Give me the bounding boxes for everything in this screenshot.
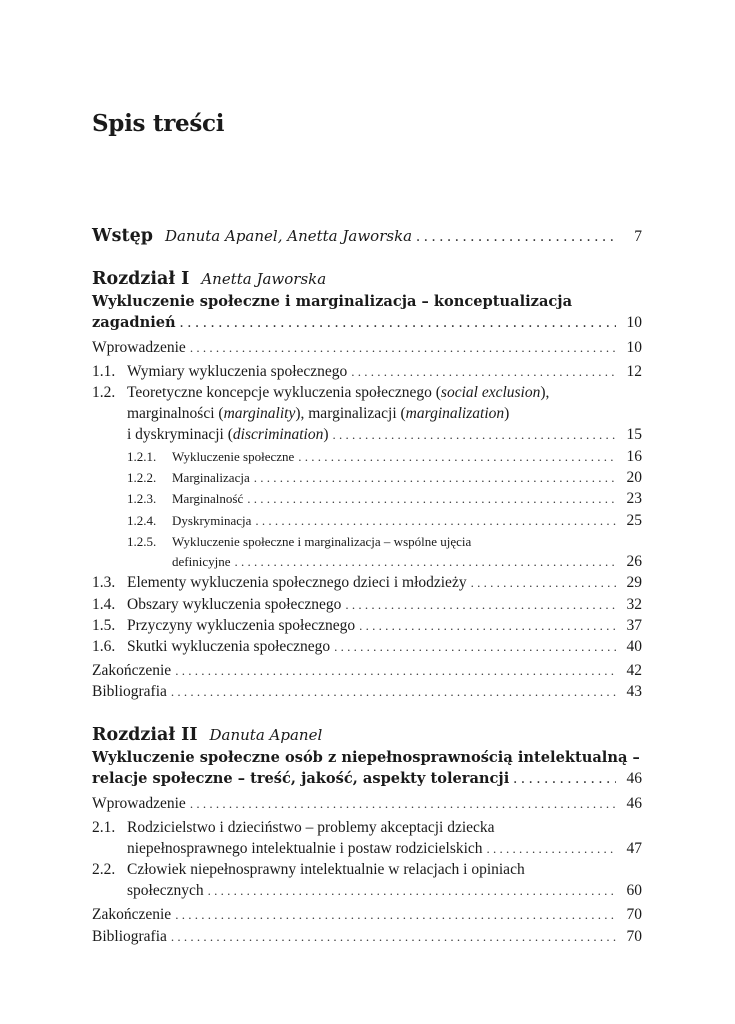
chapter-1-title-line1: Wykluczenie społeczne i marginalizacja – konceptualizacja [92, 293, 573, 310]
section-number: 1.6. [92, 638, 116, 655]
intro-heading: Wstęp [92, 226, 153, 246]
entry-label: Wykluczenie społeczne [172, 449, 295, 464]
section-number: 1.2.4. [127, 513, 157, 528]
section-number: 1.4. [92, 596, 116, 613]
page-number: 37 [626, 617, 642, 634]
entry-label: Skutki wykluczenia społecznego [127, 638, 331, 655]
page-number: 15 [626, 426, 642, 443]
entry-label: Bibliografia [92, 928, 167, 945]
dot-leader [351, 364, 616, 380]
toc-entry-2-1-line1[interactable] [92, 819, 495, 837]
entry-label: Elementy wykluczenia społecznego dzieci i młodzieży [127, 574, 467, 591]
dot-leader [190, 340, 616, 356]
section-number: 2.2. [92, 861, 116, 878]
dot-leader [208, 883, 616, 899]
entry-label: ), marginalizacji ( [295, 405, 406, 422]
entry-label: Przyczyny wykluczenia społecznego [127, 617, 356, 634]
dot-leader [487, 841, 616, 857]
dot-leader [254, 470, 616, 486]
dot-leader [416, 228, 616, 246]
entry-label: i dyskryminacji ( [127, 426, 233, 443]
entry-term: marginality [223, 405, 296, 422]
chapter-author: Anetta Jaworska [201, 270, 327, 288]
toc-entry-ch2-bibliography[interactable] [92, 928, 642, 946]
entry-label: Człowiek niepełnosprawny intelektualnie w relacjach i opiniach [127, 861, 525, 878]
toc-entry-1-6[interactable] [92, 638, 642, 656]
toc-entry-1-2-line2 [127, 405, 509, 423]
entry-term: discrimination [232, 426, 324, 443]
chapter-heading: Rozdział II [92, 725, 198, 745]
toc-entry-1-1[interactable] [92, 363, 642, 381]
dot-leader [471, 575, 616, 591]
entry-label: Rodzicielstwo i dzieciństwo – problemy akceptacji dziecka [127, 819, 495, 836]
page-number: 46 [626, 770, 642, 787]
toc-entry-2-1-line2[interactable] [127, 840, 642, 858]
page-number: 42 [626, 662, 642, 679]
toc-entry-1-2-2[interactable] [127, 469, 642, 487]
toc-entry-chapter-1-title[interactable] [92, 314, 642, 332]
entry-label: marginalności ( [127, 405, 224, 422]
entry-term: marginalization [405, 405, 505, 422]
dot-leader [171, 684, 616, 700]
entry-label: Obszary wykluczenia społecznego [127, 596, 342, 613]
page-number: 10 [626, 339, 642, 356]
toc-entry-1-2-line1[interactable] [92, 384, 549, 402]
entry-label: Wprowadzenie [92, 795, 186, 812]
page-number: 47 [626, 840, 642, 857]
page-number: 60 [626, 882, 642, 899]
entry-label: Teoretyczne koncepcje wykluczenia społecznego ( [127, 384, 441, 401]
toc-entry-1-2-line3[interactable] [127, 426, 642, 444]
entry-punct: ) [504, 405, 510, 422]
dot-leader [298, 449, 616, 465]
entry-punct: ), [540, 384, 550, 401]
toc-entry-1-2-4[interactable] [127, 512, 642, 530]
toc-entry-1-2-1[interactable] [127, 448, 642, 466]
section-number: 1.5. [92, 617, 116, 634]
dot-leader [175, 907, 616, 923]
page-number: 23 [626, 490, 642, 507]
page-number: 25 [626, 512, 642, 529]
toc-entry-1-2-5-line1[interactable] [127, 534, 471, 550]
dot-leader [359, 618, 616, 634]
dot-leader [255, 513, 616, 529]
dot-leader [333, 427, 617, 443]
entry-label: społecznych [127, 882, 204, 899]
page-title: Spis treści [92, 110, 225, 137]
toc-entry-1-5[interactable] [92, 617, 642, 635]
entry-label: Wprowadzenie [92, 339, 186, 356]
chapter-heading: Rozdział I [92, 269, 190, 289]
section-number: 2.1. [92, 819, 116, 836]
page-number: 70 [626, 928, 642, 945]
dot-leader [171, 929, 616, 945]
entry-label: Bibliografia [92, 683, 167, 700]
section-number: 1.2.3. [127, 491, 157, 506]
dot-leader [334, 639, 616, 655]
dot-leader [180, 314, 616, 332]
page-number: 29 [626, 574, 642, 591]
section-number: 1.3. [92, 574, 116, 591]
entry-punct: ) [323, 426, 329, 443]
chapter-2-title-line2: relacje społeczne – treść, jakość, aspekty tolerancji [92, 770, 510, 787]
page-number: 32 [626, 596, 642, 613]
page-number: 40 [626, 638, 642, 655]
page-number: 16 [626, 448, 642, 465]
intro-authors: Danuta Apanel, Anetta Jaworska [164, 227, 413, 245]
toc-entry-ch2-conclusion[interactable] [92, 906, 642, 924]
section-number: 1.2.2. [127, 470, 157, 485]
page-number: 20 [626, 469, 642, 486]
page-number: 43 [626, 683, 642, 700]
chapter-1-title-line2: zagadnień [92, 314, 176, 331]
section-number: 1.1. [92, 363, 116, 380]
toc-entry-2-2-line1[interactable] [92, 861, 525, 879]
toc-entry-1-4[interactable] [92, 596, 642, 614]
dot-leader [247, 491, 616, 507]
page-number: 7 [634, 228, 642, 245]
section-number: 1.2.5. [127, 534, 157, 549]
section-number: 1.2.1. [127, 449, 157, 464]
page-number: 10 [626, 314, 642, 331]
page-number: 70 [626, 906, 642, 923]
chapter-author: Danuta Apanel [209, 726, 323, 744]
dot-leader [190, 796, 616, 812]
toc-entry-2-2-line2[interactable] [127, 882, 642, 900]
toc-entry-1-2-3[interactable] [127, 490, 642, 508]
dot-leader [345, 597, 616, 613]
section-number: 1.2. [92, 384, 116, 401]
entry-label: Wymiary wykluczenia społecznego [127, 363, 348, 380]
page-number: 12 [626, 363, 642, 380]
toc-entry-ch1-bibliography[interactable] [92, 683, 642, 701]
page-number: 26 [626, 553, 642, 570]
entry-label: Dyskryminacja [172, 513, 252, 528]
entry-label: Marginalizacja [172, 470, 250, 485]
toc-entry-1-3[interactable] [92, 574, 642, 592]
toc-entry-ch2-intro[interactable] [92, 795, 642, 813]
toc-entry-intro[interactable] [92, 226, 642, 246]
chapter-1-header [92, 269, 326, 289]
entry-label: Wykluczenie społeczne i marginalizacja – wspólne ujęcia [172, 534, 472, 549]
toc-entry-ch1-conclusion[interactable] [92, 662, 642, 680]
dot-leader [175, 663, 616, 679]
entry-label: Marginalność [172, 491, 244, 506]
entry-label: definicyjne [172, 554, 231, 569]
dot-leader [234, 554, 616, 570]
entry-term: social exclusion [440, 384, 541, 401]
toc-entry-ch1-intro[interactable] [92, 339, 642, 357]
entry-label: niepełnosprawnego intelektualnie i postaw rodzicielskich [127, 840, 483, 857]
toc-entry-chapter-2-title[interactable] [92, 770, 642, 788]
entry-label: Zakończenie [92, 906, 172, 923]
page-number: 46 [626, 795, 642, 812]
entry-label: Zakończenie [92, 662, 172, 679]
toc-entry-1-2-5-line2[interactable] [172, 553, 642, 571]
dot-leader [513, 770, 616, 788]
chapter-2-title-line1: Wykluczenie społeczne osób z niepełnosprawnością intelektualną – [92, 749, 640, 766]
chapter-2-header [92, 725, 322, 745]
